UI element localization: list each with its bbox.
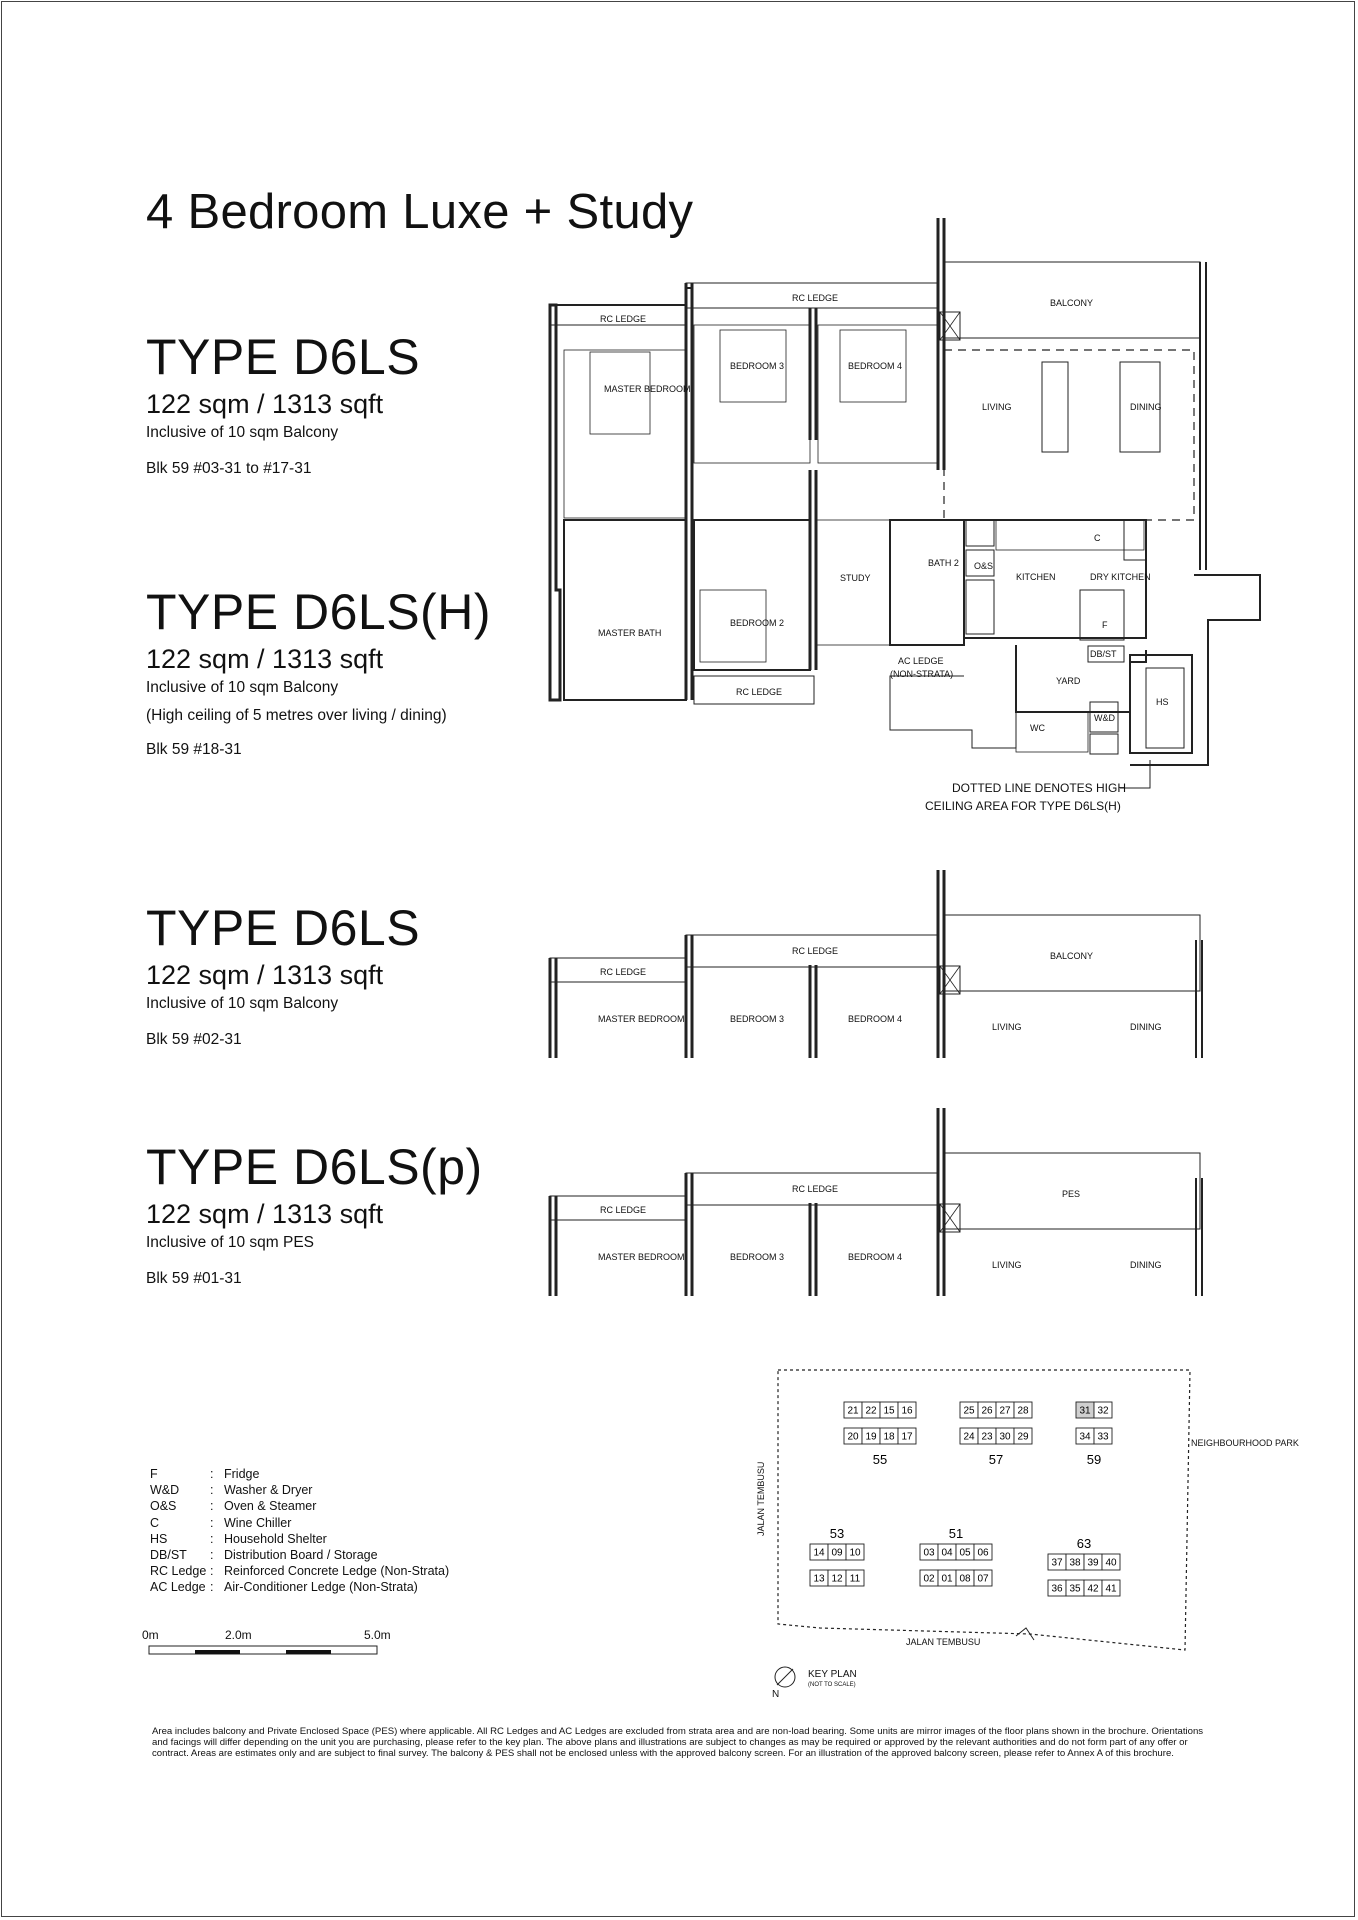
legend-colon: : (210, 1499, 214, 1514)
rc-ledge-top-label: RC LEDGE (792, 1184, 839, 1194)
unit-number: 25 (963, 1405, 975, 1417)
unit-number: 19 (865, 1431, 877, 1443)
legend-key: RC Ledge (150, 1564, 207, 1579)
type-name: TYPE D6LS(H) (146, 584, 491, 640)
pes-label: PES (1062, 1189, 1081, 1199)
bedroom4-label: BEDROOM 4 (848, 361, 903, 371)
scale-start: 0m (142, 1628, 159, 1642)
partial-plan-3-labels (598, 1184, 1162, 1270)
unit-number: 10 (849, 1547, 861, 1559)
block-label: 59 (1086, 1452, 1102, 1467)
master-bedroom-label: MASTER BEDROOM (598, 1014, 685, 1024)
unit-number: 11 (849, 1573, 861, 1585)
unit-number: 15 (883, 1405, 895, 1417)
unit-number: 24 (963, 1431, 975, 1443)
legend-value: Household Shelter (224, 1531, 327, 1546)
scale-bar (149, 1646, 377, 1654)
unit-number: 22 (865, 1405, 877, 1417)
legend-row (150, 1563, 449, 1579)
road-bottom-label: JALAN TEMBUSU (906, 1637, 981, 1647)
dining-label: DINING (1130, 402, 1162, 412)
unit-number: 31 (1079, 1405, 1091, 1417)
type-name: TYPE D6LS (146, 329, 421, 385)
legend-value: Wine Chiller (224, 1515, 292, 1530)
unit-number: 02 (923, 1573, 935, 1585)
block-59 (1076, 1402, 1112, 1467)
rc-ledge-bottom-label: RC LEDGE (736, 687, 783, 697)
type-inclusive: Inclusive of 10 sqm PES (146, 1234, 314, 1251)
legend-key: DB/ST (150, 1548, 187, 1563)
legend-key: C (150, 1515, 160, 1530)
type-area: 122 sqm / 1313 sqft (146, 960, 384, 990)
block-55 (844, 1402, 916, 1467)
unit-number: 20 (847, 1431, 859, 1443)
key-plan-labels (756, 1438, 1299, 1700)
unit-number: 08 (959, 1573, 971, 1585)
main-floor-plan (550, 218, 1260, 788)
type-blk: Blk 59 #01-31 (146, 1270, 242, 1287)
bedroom3-label: BEDROOM 3 (730, 1252, 785, 1262)
living-label: LIVING (982, 402, 1012, 412)
scale-mid: 2.0m (225, 1628, 252, 1642)
bedroom4-label: BEDROOM 4 (848, 1252, 903, 1262)
master-bedroom-label: MASTER BEDROOM (598, 1252, 685, 1262)
legend-value: Air-Conditioner Ledge (Non-Strata) (224, 1580, 418, 1595)
block-label: 57 (988, 1452, 1004, 1467)
unit-number: 12 (831, 1573, 843, 1585)
unit-number: 23 (981, 1431, 993, 1443)
legend-row (150, 1579, 449, 1595)
legend-colon: : (210, 1467, 214, 1481)
block-label: 55 (872, 1452, 888, 1467)
page-title: 4 Bedroom Luxe + Study (146, 185, 694, 239)
study-label: STUDY (840, 573, 871, 583)
balcony-label: BALCONY (1050, 951, 1094, 961)
hs-label: HS (1156, 697, 1169, 707)
type-area: 122 sqm / 1313 sqft (146, 1199, 384, 1229)
type-inclusive: Inclusive of 10 sqm Balcony (146, 424, 339, 441)
bedroom3-label: BEDROOM 3 (730, 361, 785, 371)
legend-row (150, 1466, 449, 1482)
legend-key: AC Ledge (150, 1580, 206, 1595)
unit-number: 40 (1105, 1557, 1117, 1569)
unit-number: 17 (901, 1431, 913, 1443)
legend-value: Oven & Steamer (224, 1499, 317, 1514)
legend-row (150, 1498, 449, 1514)
unit-number: 05 (959, 1547, 971, 1559)
scale-end: 5.0m (364, 1628, 391, 1642)
type-name: TYPE D6LS(p) (146, 1139, 483, 1195)
legend-value: Distribution Board / Storage (224, 1548, 378, 1563)
legend-key: HS (150, 1531, 168, 1546)
bedroom2-label: BEDROOM 2 (730, 618, 785, 628)
partial-plan-2-labels (598, 946, 1162, 1032)
rc-ledge-top-label: RC LEDGE (792, 946, 839, 956)
high-ceiling-note-line2: CEILING AREA FOR TYPE D6LS(H) (925, 799, 1121, 813)
balcony-label: BALCONY (1050, 298, 1094, 308)
bedroom4-label: BEDROOM 4 (848, 1014, 903, 1024)
dining-label: DINING (1130, 1022, 1162, 1032)
legend-colon: : (210, 1515, 214, 1530)
unit-number: 35 (1069, 1583, 1081, 1595)
type-inclusive: Inclusive of 10 sqm Balcony (146, 679, 339, 696)
legend-value: Fridge (224, 1467, 260, 1481)
wc-label: WC (1030, 723, 1045, 733)
type-blk: Blk 59 #18-31 (146, 741, 242, 758)
unit-number: 30 (999, 1431, 1011, 1443)
legend-row (150, 1547, 449, 1563)
block-51 (920, 1526, 992, 1586)
unit-number: 01 (941, 1573, 953, 1585)
type-inclusive: Inclusive of 10 sqm Balcony (146, 995, 339, 1012)
wine-chiller-label: C (1094, 533, 1101, 543)
dry-kitchen-label: DRY KITCHEN (1090, 572, 1151, 582)
living-label: LIVING (992, 1022, 1022, 1032)
block-63 (1048, 1536, 1120, 1596)
key-plan-blocks (810, 1402, 1120, 1596)
unit-number: 03 (923, 1547, 935, 1559)
legend-row (150, 1482, 449, 1498)
legend-key: F (150, 1467, 158, 1481)
dining-label: DINING (1130, 1260, 1162, 1270)
type-note: (High ceiling of 5 metres over living / dining) (146, 707, 447, 724)
yard-label: YARD (1056, 676, 1081, 686)
unit-number: 18 (883, 1431, 895, 1443)
unit-number: 28 (1017, 1405, 1029, 1417)
rc-ledge-left-label: RC LEDGE (600, 314, 647, 324)
type-area: 122 sqm / 1313 sqft (146, 644, 384, 674)
legend (150, 1466, 449, 1596)
type-name: TYPE D6LS (146, 900, 421, 956)
legend-colon: : (210, 1483, 214, 1498)
unit-number: 04 (941, 1547, 953, 1559)
north-label: N (772, 1689, 780, 1700)
bedroom3-label: BEDROOM 3 (730, 1014, 785, 1024)
unit-number: 13 (813, 1573, 825, 1585)
unit-number: 26 (981, 1405, 993, 1417)
legend-row (150, 1531, 449, 1547)
unit-number: 37 (1051, 1557, 1063, 1569)
rc-ledge-left-label: RC LEDGE (600, 967, 647, 977)
legend-colon: : (210, 1564, 214, 1579)
block-label: 53 (829, 1526, 845, 1541)
legend-key: O&S (150, 1499, 177, 1514)
legend-colon: : (210, 1548, 214, 1563)
legend-colon: : (210, 1580, 214, 1595)
unit-number: 14 (813, 1547, 825, 1559)
unit-number: 06 (977, 1547, 989, 1559)
legend-value: Washer & Dryer (224, 1483, 313, 1498)
legend-colon: : (210, 1531, 214, 1546)
disclaimer: Area includes balcony and Private Enclosed Space (PES) where applicable. All RC Ledges and AC Ledges are excluded from strata area and are non-load bearing. Some units are mirror images of the floor plans shown in the brochure. Orientations and facings will differ depending on the unit you are purchasing, please refer to the key plan. The above plans and illustrations are subject to changes as may be required or approved by the relevant authorities and do not form part of any offer or contract. Areas are estimates only and are subject to final survey. The balcony & PES shall not be enclosed unless with the approved balcony screen. For an illustration of the approved balcony screen, please refer to Annex A of this brochure. (152, 1726, 1204, 1759)
unit-number: 29 (1017, 1431, 1029, 1443)
fridge-label: F (1102, 620, 1108, 630)
master-bath-label: MASTER BATH (598, 628, 662, 638)
unit-number: 38 (1069, 1557, 1081, 1569)
unit-number: 42 (1087, 1583, 1099, 1595)
partial-floor-plan-2 (550, 870, 1202, 1058)
rc-ledge-left-label: RC LEDGE (600, 1205, 647, 1215)
unit-number: 41 (1105, 1583, 1117, 1595)
bath2-label: BATH 2 (928, 558, 959, 568)
master-bedroom-label: MASTER BEDROOM (604, 384, 691, 394)
high-ceiling-note-line1: DOTTED LINE DENOTES HIGH (952, 781, 1127, 795)
unit-number: 32 (1097, 1405, 1109, 1417)
type-blk: Blk 59 #02-31 (146, 1031, 242, 1048)
key-plan-title: KEY PLAN (808, 1669, 857, 1680)
kitchen-label: KITCHEN (1016, 572, 1056, 582)
os-label: O&S (974, 561, 994, 571)
unit-number: 16 (901, 1405, 913, 1417)
non-strata-label: (NON-STRATA) (890, 669, 954, 679)
block-53 (810, 1526, 864, 1586)
unit-number: 27 (999, 1405, 1011, 1417)
road-left-label: JALAN TEMBUSU (756, 1461, 766, 1536)
legend-row (150, 1515, 449, 1531)
type-area: 122 sqm / 1313 sqft (146, 389, 384, 419)
unit-number: 21 (847, 1405, 859, 1417)
main-plan-labels (598, 293, 1169, 813)
unit-number: 09 (831, 1547, 843, 1559)
unit-number: 07 (977, 1573, 989, 1585)
wd-label: W&D (1094, 713, 1115, 723)
living-label: LIVING (992, 1260, 1022, 1270)
block-label: 51 (948, 1526, 964, 1541)
ac-ledge-label: AC LEDGE (898, 656, 944, 666)
legend-key: W&D (150, 1483, 180, 1498)
block-57 (960, 1402, 1032, 1467)
type-blk: Blk 59 #03-31 to #17-31 (146, 460, 312, 477)
block-label: 63 (1076, 1536, 1092, 1551)
key-plan-subtitle: (NOT TO SCALE) (808, 1682, 856, 1688)
unit-number: 36 (1051, 1583, 1063, 1595)
unit-number: 34 (1079, 1431, 1091, 1443)
unit-number: 33 (1097, 1431, 1109, 1443)
rc-ledge-top-label: RC LEDGE (792, 293, 839, 303)
unit-number: 39 (1087, 1557, 1099, 1569)
dbst-label: DB/ST (1090, 649, 1117, 659)
legend-value: Reinforced Concrete Ledge (Non-Strata) (224, 1564, 450, 1579)
park-label: NEIGHBOURHOOD PARK (1191, 1438, 1299, 1448)
partial-floor-plan-3 (550, 1108, 1202, 1296)
